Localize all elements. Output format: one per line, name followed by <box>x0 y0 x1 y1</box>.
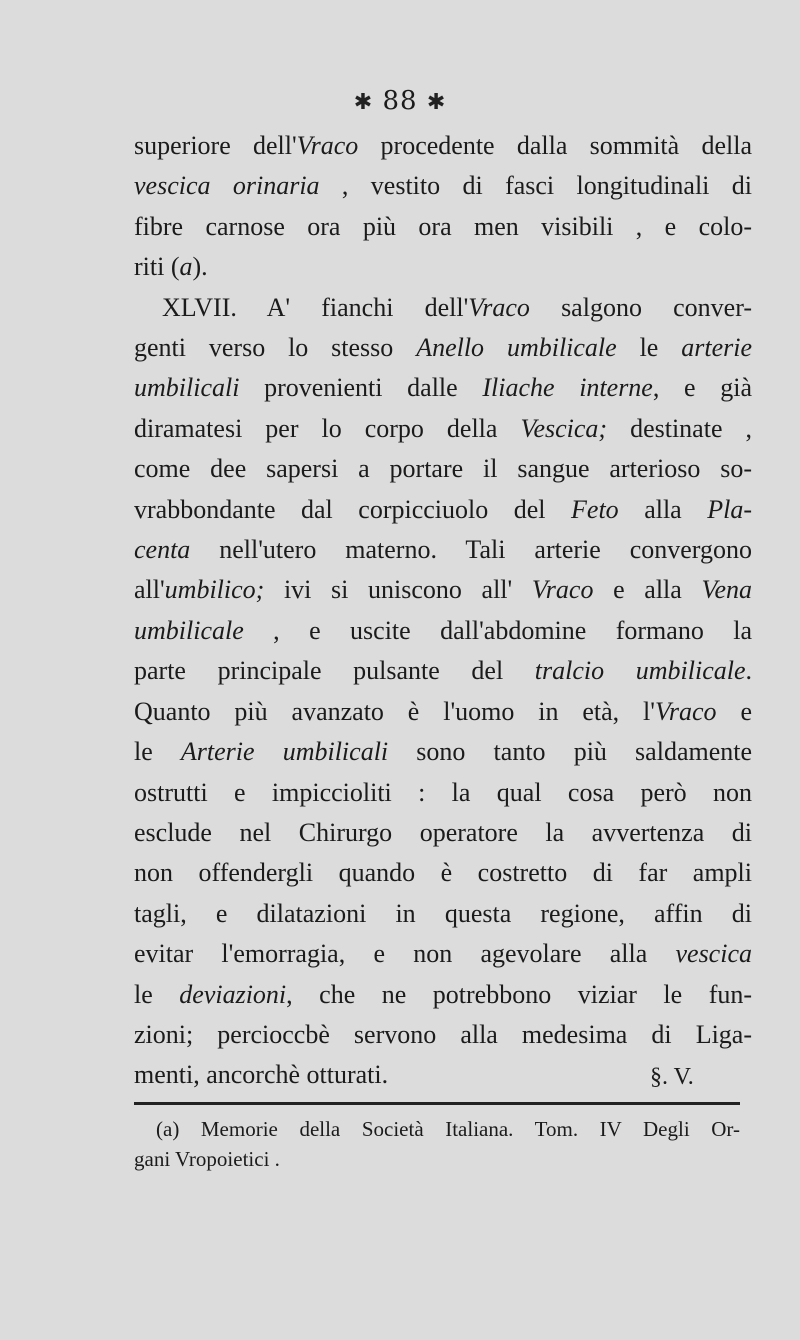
text-run: , e uscite dall'abdomine formano la <box>243 615 752 645</box>
text-run: alla <box>618 494 708 524</box>
italic-term: Vraco <box>468 292 530 322</box>
text-line <box>134 651 752 691</box>
text-line <box>134 732 752 772</box>
text-line <box>134 570 752 610</box>
text-run: tagli, e dilatazioni in questa regione, affin di <box>134 898 752 928</box>
text-run: , vestito di fasci longitudinali di <box>319 171 752 201</box>
italic-term: Arterie umbilicali <box>180 737 389 767</box>
italic-term: umbilico; <box>164 575 265 605</box>
italic-term: centa <box>134 535 191 565</box>
italic-term: Vraco <box>654 696 717 726</box>
text-run: superiore dell' <box>134 131 297 160</box>
italic-term: umbilicale <box>134 615 244 645</box>
text-run: procedente dalla sommità della <box>358 131 752 160</box>
text-line <box>134 409 752 449</box>
italic-term: Iliache interne <box>482 373 653 403</box>
text-run: diramatesi per lo corpo della <box>134 413 521 443</box>
text-line <box>134 368 752 408</box>
italic-term: arterie <box>681 333 753 363</box>
text-line <box>134 1015 752 1055</box>
text-run: le <box>134 737 181 767</box>
text-line <box>134 247 752 287</box>
text-run: ). <box>192 252 208 282</box>
text-run: , che ne potrebbono viziar le fun- <box>286 979 753 1009</box>
text-line <box>134 530 752 570</box>
italic-term: Pla- <box>707 494 753 524</box>
text-line <box>134 853 752 893</box>
text-run: ivi si uniscono all' <box>264 575 532 605</box>
text-run: genti verso lo stesso <box>134 333 417 363</box>
text-run: ostrutti e impiccioliti : la qual cosa però non <box>134 777 752 807</box>
text-run: destinate , <box>607 413 752 443</box>
body-text <box>134 126 752 1096</box>
text-line <box>134 773 752 813</box>
italic-term: Feto <box>571 494 619 524</box>
text-run: e alla <box>593 575 702 605</box>
text-run: Quanto più avanzato è l'uomo in età, l' <box>134 696 655 726</box>
italic-term: Vraco <box>531 575 594 605</box>
text-run: parte principale pulsante del <box>134 656 535 686</box>
italic-term: Vena <box>701 575 753 605</box>
asterisk-ornament-icon: ✱ <box>426 90 447 115</box>
text-run: vrabbondante dal corpicciuolo del <box>134 494 572 524</box>
text-run: menti, ancorchè otturati. <box>134 1060 389 1090</box>
text-line <box>134 328 752 368</box>
italic-term: Vraco <box>296 131 359 160</box>
italic-term: vescica <box>675 939 752 969</box>
running-head <box>0 86 800 116</box>
italic-term: Anello umbilicale <box>416 333 617 363</box>
text-run: nell'utero materno. Tali arterie convergono <box>190 535 752 565</box>
text-line <box>134 126 752 166</box>
text-run: esclude nel Chirurgo operatore la avvertenza di <box>134 817 752 847</box>
text-line <box>134 288 752 328</box>
italic-term: umbilicali <box>134 373 240 403</box>
footnote-rule <box>134 1102 740 1105</box>
text-run: come dee sapersi a portare il sangue arterioso so- <box>134 454 752 484</box>
text-run: , e già <box>652 373 752 403</box>
text-run: all' <box>134 575 165 605</box>
footnote <box>134 1114 740 1174</box>
text-line <box>134 934 752 974</box>
text-run: riti ( <box>134 252 180 282</box>
text-run: e <box>716 696 752 726</box>
footnote-line: gani Vropoietici . <box>134 1147 280 1171</box>
text-run: . <box>745 656 752 686</box>
text-line <box>134 894 752 934</box>
text-run: provenienti dalle <box>239 373 483 403</box>
text-run: fibre carnose ora più ora men visibili , e colo- <box>134 211 752 241</box>
italic-term: tralcio umbilicale <box>534 656 746 686</box>
text-run: le <box>134 979 180 1009</box>
text-run: salgono conver- <box>529 292 752 322</box>
footnote-line: (a) Memorie della Società Italiana. Tom. IV Degli Or- <box>156 1117 740 1141</box>
signature-mark: §. V. <box>650 1064 694 1090</box>
italic-term: vescica orinaria <box>134 171 320 201</box>
text-line <box>134 813 752 853</box>
text-line <box>134 449 752 489</box>
text-line <box>134 207 752 247</box>
text-line <box>134 692 752 732</box>
text-line <box>134 490 752 530</box>
text-run: evitar l'emorragia, e non agevolare alla <box>134 939 676 969</box>
asterisk-ornament-icon: ✱ <box>353 90 374 115</box>
text-run: zioni; percioccbè servono alla medesima di Liga- <box>134 1019 752 1049</box>
text-run: XLVII. A' fianchi dell' <box>162 292 469 322</box>
text-run: sono tanto più saldamente <box>388 737 753 767</box>
text-line <box>134 975 752 1015</box>
italic-term: Vescica; <box>520 413 608 443</box>
text-line <box>134 166 752 206</box>
text-run: non offendergli quando è costretto di far ampli <box>134 858 752 888</box>
text-line <box>134 611 752 651</box>
italic-term: a <box>179 252 193 282</box>
text-run: le <box>616 333 682 363</box>
italic-term: deviazioni <box>179 979 287 1009</box>
page-number: 88 <box>382 86 418 116</box>
